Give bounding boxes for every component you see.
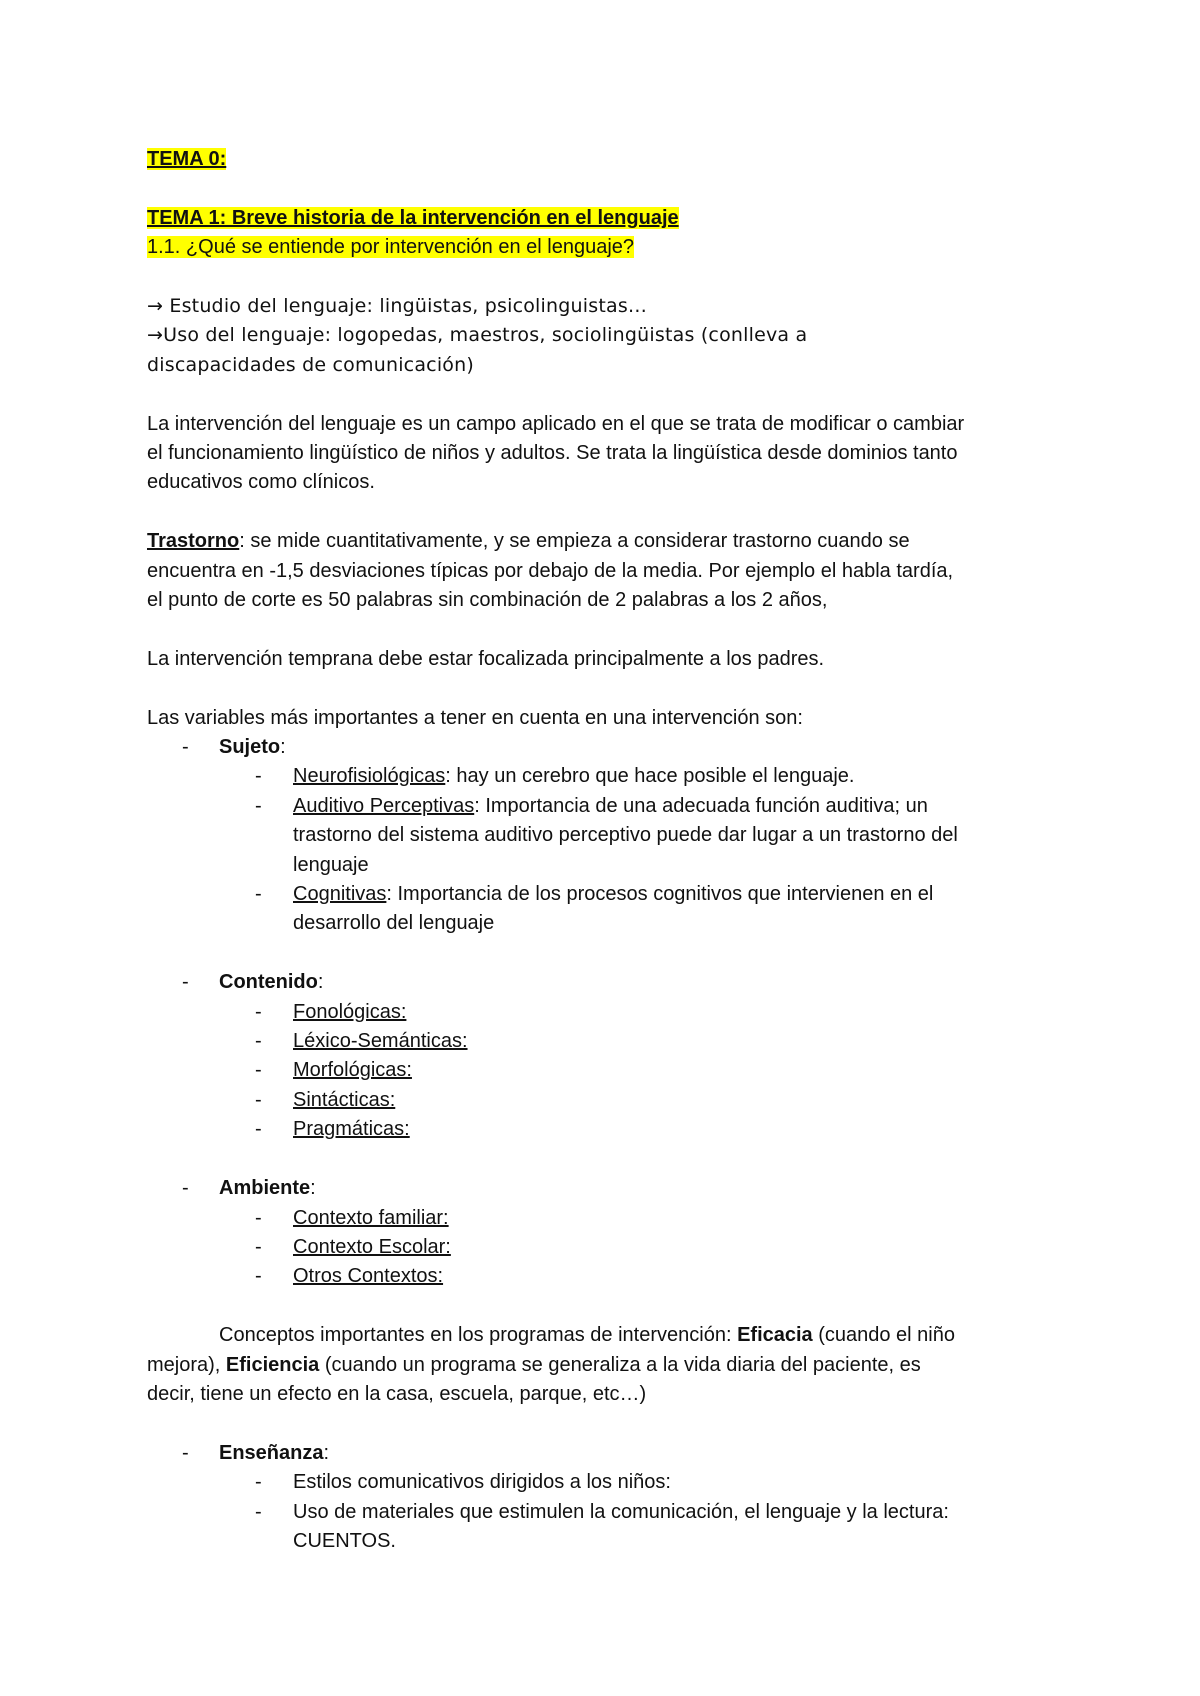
sub-item-term: Pragmáticas: [293,1118,410,1141]
sub-item [147,998,1077,1027]
colon: : [323,1441,330,1464]
sub-item-term: Contexto Escolar: [293,1235,451,1258]
dash-bullet: - [255,1265,262,1288]
colon: : [310,1177,316,1200]
dash-bullet: - [255,1118,262,1141]
sub-item-neurofisiologicas [147,762,1077,791]
trastorno-term: Trastorno [147,530,240,553]
ambiente-label: Ambiente [219,1177,311,1200]
sub-item [147,1468,1077,1497]
tema0-text: TEMA 0: [147,148,227,170]
sub-item-text: : hay un cerebro que hace posible el lenguaje. [445,765,855,788]
dash-bullet: - [182,971,189,994]
sub-item-term: Fonológicas: [293,1000,407,1023]
colon: : [280,736,286,759]
dash-bullet: - [255,1500,262,1523]
eficiencia-term: Eficiencia [225,1353,320,1376]
list-item-ambiente [147,1174,1077,1203]
dash-bullet: - [255,794,262,817]
trastorno-line-1 [147,527,1077,556]
sub-item-term: Léxico-Semánticas: [293,1030,468,1053]
dash-bullet: - [255,1206,262,1229]
sub-item-auditivo [147,792,1077,821]
sub-item-term: Sintácticas: [293,1088,396,1111]
para-temprana: La intervención temprana debe estar focalizada principalmente a los padres. [147,647,825,670]
dash-bullet: - [182,1177,189,1200]
dash-bullet: - [255,1059,262,1082]
arrow-line-2: →Uso del lenguaje: logopedas, maestros, sociolingüistas (conlleva a [147,324,808,347]
sub-item-term: Neurofisiológicas [293,765,446,788]
sub-item [147,1056,1077,1085]
sub-item-cognitivas [147,880,1077,909]
dash-bullet: - [255,883,262,906]
sub-item-continuation: desarrollo del lenguaje [293,912,495,935]
document-body [147,145,1077,1556]
conceptos-line-1 [147,1321,1077,1350]
sub-item-term: Cognitivas [293,883,387,906]
sub-item-term: Auditivo Perceptivas [293,794,475,817]
para1-line-2: el funcionamiento lingüístico de niños y adultos. Se trata la lingüística desde dominios tanto [147,442,958,465]
dash-bullet: - [255,1471,262,1494]
trastorno-line-3: el punto de corte es 50 palabras sin combinación de 2 palabras a los 2 años, [147,589,828,612]
sub-item-term: Contexto familiar: [293,1206,449,1229]
arrow-line-3: discapacidades de comunicación) [147,353,474,376]
sub-item [147,1115,1077,1144]
sub-item [147,1233,1077,1262]
dash-bullet: - [255,1030,262,1053]
para1-line-3: educativos como clínicos. [147,471,375,494]
sub-item-text: : Importancia de una adecuada función auditiva; un [474,794,928,817]
subtitle-text: 1.1. ¿Qué se entiende por intervención en el lenguaje? [147,236,635,259]
dash-bullet: - [255,765,262,788]
dash-bullet: - [182,1441,189,1464]
list-item-ensenanza [147,1439,1077,1468]
section-subtitle [147,233,1077,262]
contenido-label: Contenido [219,971,318,994]
list-item-sujeto [147,733,1077,762]
conceptos-text: Conceptos importantes en los programas de intervención: [219,1324,738,1347]
dash-bullet: - [255,1000,262,1023]
list-item-contenido [147,968,1077,997]
trastorno-text-1: : se mide cuantitativamente, y se empieza a considerar trastorno cuando se [239,530,910,553]
colon: : [317,971,324,994]
sub-item-term: Otros Contextos: [293,1265,444,1288]
arrow-line-1: → Estudio del lenguaje: lingüistas, psicolinguistas… [147,295,648,317]
eficacia-term: Eficacia [737,1324,813,1347]
conceptos-text: (cuando un programa se generaliza a la vida diaria del paciente, es [319,1353,921,1376]
sub-item-text: : Importancia de los procesos cognitivos que intervienen en el [386,883,934,906]
dash-bullet: - [182,736,189,759]
conceptos-text: (cuando el niño [812,1324,955,1347]
sub-item-term: Morfológicas: [293,1059,412,1082]
sub-item-continuation: trastorno del sistema auditivo perceptivo puede dar lugar a un trastorno del [293,824,958,847]
ensenanza-label: Enseñanza [219,1441,324,1464]
sub-item [147,1204,1077,1233]
tema1-heading [147,204,1077,233]
sub-item [147,1262,1077,1291]
sub-item-text: Uso de materiales que estimulen la comunicación, el lenguaje y la lectura: [293,1500,949,1523]
conceptos-text: mejora), [147,1353,226,1376]
sujeto-label: Sujeto [219,736,281,759]
para1-line-1: La intervención del lenguaje es un campo aplicado en el que se trata de modificar o cambiar [147,412,965,435]
sub-item-text: Estilos comunicativos dirigidos a los niños: [293,1471,671,1494]
conceptos-line-3: decir, tiene un efecto en la casa, escuela, parque, etc…) [147,1382,647,1405]
sub-item [147,1027,1077,1056]
conceptos-line-2 [147,1351,1077,1380]
dash-bullet: - [255,1235,262,1258]
dash-bullet: - [255,1088,262,1111]
sub-item-continuation: lenguaje [293,853,369,876]
variables-intro: Las variables más importantes a tener en cuenta en una intervención son: [147,706,803,729]
sub-item [147,1086,1077,1115]
sub-item-continuation: CUENTOS. [293,1529,396,1552]
trastorno-line-2: encuentra en -1,5 desviaciones típicas por debajo de la media. Por ejemplo el habla tardía, [147,559,954,582]
sub-item [147,1498,1077,1527]
tema0-heading [147,145,1077,174]
tema1-text: TEMA 1: Breve historia de la intervención en el lenguaje [147,206,679,229]
